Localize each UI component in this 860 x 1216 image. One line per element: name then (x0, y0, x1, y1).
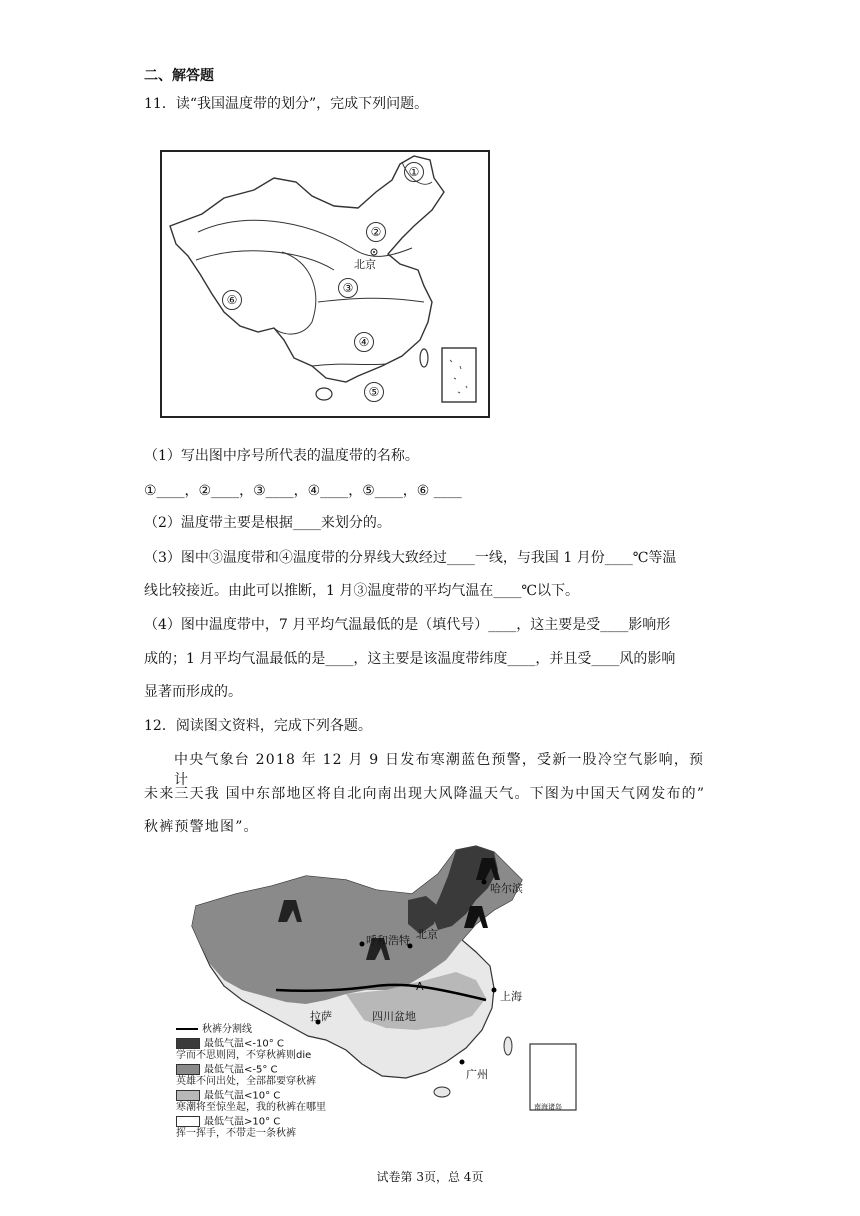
q11-part2: （2）温度带主要是根据____来划分的。 (144, 515, 391, 531)
legend-2-temp: 最低气温<-5° C (204, 1064, 278, 1076)
zone-label-5: ⑤ (364, 382, 384, 402)
legend-swatch-dark (176, 1038, 200, 1049)
q11-part4-line1: （4）图中温度带中，7 月平均气温最低的是（填代号）____，这主要是受____影响形 (144, 617, 671, 633)
legend-3-temp: 最低气温<10° C (204, 1090, 281, 1102)
zone-label-1: ① (404, 162, 424, 182)
q11-part3-line1: （3）图中③温度带和④温度带的分界线大致经过____一线，与我国 1 月份____℃等温 (144, 550, 677, 566)
zone-label-3: ③ (338, 278, 358, 298)
q11-part3-line2: 线比较接近。由此可以推断，1 月③温度带的平均气温在____℃以下。 (144, 583, 580, 599)
legend-row-2-desc: 英雄不问出处，全部都要穿秋裤 (176, 1076, 316, 1087)
zone-label-6: ⑥ (222, 290, 242, 310)
map-label-beijing: 北京 (416, 928, 438, 941)
legend-row-2 (176, 1064, 278, 1077)
q12-para-line3: 秋裤预警地图”。 (144, 819, 259, 835)
legend-row-4-desc: 挥一挥手，不带走一条秋裤 (176, 1128, 296, 1139)
zone-label-2: ② (366, 222, 386, 242)
q11-part1-answers: ①____，②____，③____，④____，⑤____，⑥ ____ (144, 483, 462, 499)
legend-row-1 (176, 1038, 284, 1051)
map-label-guangzhou: 广州 (466, 1068, 488, 1081)
china-outline-map (162, 152, 488, 416)
page-footer: 试卷第 3页，总 4页 (376, 1170, 484, 1184)
q11-part1: （1）写出图中序号所代表的温度带的名称。 (144, 448, 419, 464)
map-label-harbin: 哈尔滨 (490, 882, 523, 895)
legend-4-temp: 最低气温>10° C (204, 1116, 281, 1128)
map-label-inset: 南海诸岛 (534, 1103, 562, 1111)
map-label-shanghai: 上海 (500, 990, 522, 1003)
legend-line-label: 秋裤分割线 (202, 1024, 252, 1035)
long-johns-warning-map (176, 840, 596, 1140)
legend-row-1-desc: 学而不思则罔，不穿秋裤则die (176, 1050, 312, 1061)
q11-part4-line3: 显著而形成的。 (144, 684, 242, 700)
legend-swatch-white (176, 1116, 200, 1127)
temperature-zone-map (160, 150, 490, 418)
legend-dividing-line (176, 1024, 252, 1036)
question-11-intro: 11．读“我国温度带的划分”，完成下列问题。 (144, 96, 429, 112)
map-label-sichuan-basin: 四川盆地 (372, 1010, 416, 1023)
legend-1-temp: 最低气温<-10° C (204, 1038, 284, 1050)
q11-part4-line2: 成的；1 月平均气温最低的是____，这主要是该温度带纬度____，并且受____风的影响 (144, 651, 676, 667)
map-label-hohhot: 呼和浩特 (366, 934, 410, 947)
question-12-intro: 12．阅读图文资料，完成下列各题。 (144, 718, 372, 734)
q12-para-line1: 中央气象台 2018 年 12 月 9 日发布寒潮蓝色预警，受新一股冷空气影响，预计 (174, 752, 705, 788)
q12-para-line2: 未来三天我 国中东部地区将自北向南出现大风降温天气。下图为中国天气网发布的” (144, 786, 706, 802)
legend-swatch-light (176, 1090, 200, 1101)
legend-swatch-mid (176, 1064, 200, 1075)
map-label-lhasa: 拉萨 (310, 1010, 332, 1023)
legend-row-3 (176, 1090, 280, 1103)
map-label-A: A (416, 980, 424, 993)
zone-label-4: ④ (354, 332, 374, 352)
legend-row-4 (176, 1116, 280, 1129)
section-title: 二、解答题 (144, 68, 214, 84)
legend-row-3-desc: 寒潮将至惊坐起，我的秋裤在哪里 (176, 1102, 326, 1113)
map-label-beijing: 北京 (354, 258, 376, 271)
